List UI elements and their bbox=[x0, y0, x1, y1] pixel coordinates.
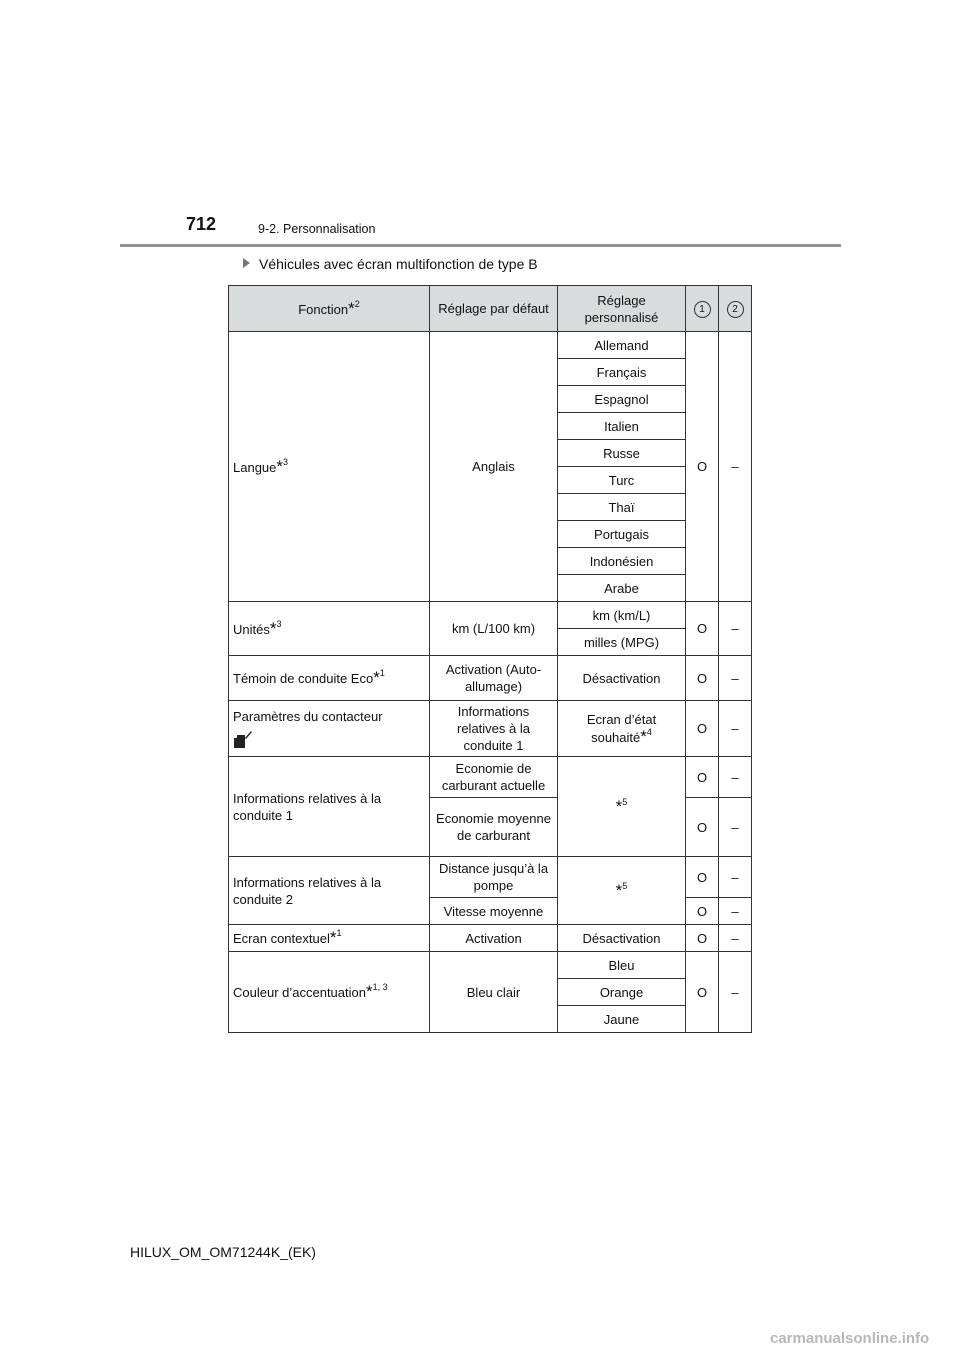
asterisk-icon: * bbox=[269, 618, 277, 638]
col1-cell: O bbox=[686, 952, 719, 1033]
custom-eco: Désactivation bbox=[558, 656, 686, 701]
function-info1: Informations relatives à la conduite 1 bbox=[229, 757, 430, 857]
table-row bbox=[229, 332, 752, 359]
function-langue: Langue*$^3$ bbox=[229, 332, 430, 602]
col2-cell: – bbox=[719, 952, 752, 1033]
settings-table bbox=[228, 285, 752, 1033]
option-cell: Français bbox=[558, 359, 686, 386]
option-cell: Allemand bbox=[558, 332, 686, 359]
col1-cell: O bbox=[686, 757, 719, 798]
table-row bbox=[229, 952, 752, 979]
default-eco: Activation (Auto-allumage) bbox=[430, 656, 558, 701]
header-default: Réglage par défaut bbox=[430, 286, 558, 332]
page-number: 712 bbox=[186, 214, 217, 234]
custom-contacteur: Ecran d’état souhaité*$^4$ bbox=[558, 701, 686, 757]
option-cell: Indonésien bbox=[558, 548, 686, 575]
circled-2-icon: 2 bbox=[727, 301, 744, 318]
col1-cell: O bbox=[686, 656, 719, 701]
col1-cell: O bbox=[686, 898, 719, 925]
option-cell: Bleu bbox=[558, 952, 686, 979]
option-cell: Espagnol bbox=[558, 386, 686, 413]
default-info2-b: Vitesse moyenne bbox=[430, 898, 558, 925]
option-cell: Portugais bbox=[558, 521, 686, 548]
default-info1-b: Economie moyenne de carburant bbox=[430, 798, 558, 857]
option-cell: Turc bbox=[558, 467, 686, 494]
option-cell: Jaune bbox=[558, 1006, 686, 1033]
col1-cell: O bbox=[686, 602, 719, 656]
default-contextuel: Activation bbox=[430, 925, 558, 952]
table-row bbox=[229, 925, 752, 952]
col1-cell: O bbox=[686, 857, 719, 898]
option-cell: km (km/L) bbox=[558, 602, 686, 629]
col2-cell: – bbox=[719, 757, 752, 798]
switch-icon bbox=[233, 729, 253, 749]
col1-cell: O bbox=[686, 925, 719, 952]
function-unites: Unités*$^3$ bbox=[229, 602, 430, 656]
header-col2 bbox=[719, 286, 752, 332]
header-function: Fonction*$^2$ bbox=[229, 286, 430, 332]
col1-cell: O bbox=[686, 798, 719, 857]
custom-info1: *$^5$ bbox=[558, 757, 686, 857]
asterisk-icon: * bbox=[615, 796, 623, 816]
col2-cell: – bbox=[719, 925, 752, 952]
col2-cell: – bbox=[719, 798, 752, 857]
subtitle bbox=[243, 256, 538, 272]
option-cell: Italien bbox=[558, 413, 686, 440]
asterisk-icon: * bbox=[365, 982, 373, 1001]
section-title: 9-2. Personnalisation bbox=[258, 222, 376, 236]
custom-info2: *$^5$ bbox=[558, 857, 686, 925]
circled-1-icon: 1 bbox=[694, 301, 711, 318]
asterisk-icon: * bbox=[276, 456, 284, 476]
col1-cell: O bbox=[686, 332, 719, 602]
triangle-bullet-icon bbox=[243, 258, 250, 268]
asterisk-icon: * bbox=[615, 880, 623, 900]
watermark: carmanualsonline.info bbox=[770, 1330, 930, 1347]
table-row bbox=[229, 656, 752, 701]
default-info2-a: Distance jusqu’à la pompe bbox=[430, 857, 558, 898]
col2-cell: – bbox=[719, 656, 752, 701]
col2-cell: – bbox=[719, 701, 752, 757]
function-couleur: Couleur d’accentuation*$^{1, 3}$ bbox=[229, 952, 430, 1033]
col2-cell: – bbox=[719, 857, 752, 898]
custom-contextuel: Désactivation bbox=[558, 925, 686, 952]
table-row bbox=[229, 757, 752, 798]
default-contacteur: Informations relatives à la conduite 1 bbox=[430, 701, 558, 757]
function-contextuel: Ecran contextuel*$^1$ bbox=[229, 925, 430, 952]
col2-cell: – bbox=[719, 602, 752, 656]
option-cell: Russe bbox=[558, 440, 686, 467]
asterisk-icon: * bbox=[329, 928, 337, 947]
col2-cell: – bbox=[719, 332, 752, 602]
subtitle-text: Véhicules avec écran multifonction de type B bbox=[259, 256, 538, 272]
table-header-row bbox=[229, 286, 752, 332]
default-info1-a: Economie de carburant actuelle bbox=[430, 757, 558, 798]
function-eco: Témoin de conduite Eco*$^1$ bbox=[229, 656, 430, 701]
asterisk-icon: * bbox=[640, 727, 647, 746]
col2-cell: – bbox=[719, 898, 752, 925]
header-rule bbox=[120, 244, 841, 247]
default-couleur: Bleu clair bbox=[430, 952, 558, 1033]
function-contacteur: Paramètres du contacteur bbox=[229, 701, 430, 757]
option-cell: Orange bbox=[558, 979, 686, 1006]
header-custom: Réglage personnalisé bbox=[558, 286, 686, 332]
option-cell: Arabe bbox=[558, 575, 686, 602]
asterisk-icon: * bbox=[348, 298, 355, 318]
col1-cell: O bbox=[686, 701, 719, 757]
default-langue: Anglais bbox=[430, 332, 558, 602]
table-row bbox=[229, 602, 752, 629]
option-cell: Thaï bbox=[558, 494, 686, 521]
footer-code: HILUX_OM_OM71244K_(EK) bbox=[130, 1244, 316, 1260]
function-info2: Informations relatives à la conduite 2 bbox=[229, 857, 430, 925]
table-row bbox=[229, 701, 752, 757]
option-cell: milles (MPG) bbox=[558, 629, 686, 656]
asterisk-icon: * bbox=[373, 668, 380, 687]
header-col1 bbox=[686, 286, 719, 332]
table-row bbox=[229, 857, 752, 898]
default-unites: km (L/100 km) bbox=[430, 602, 558, 656]
